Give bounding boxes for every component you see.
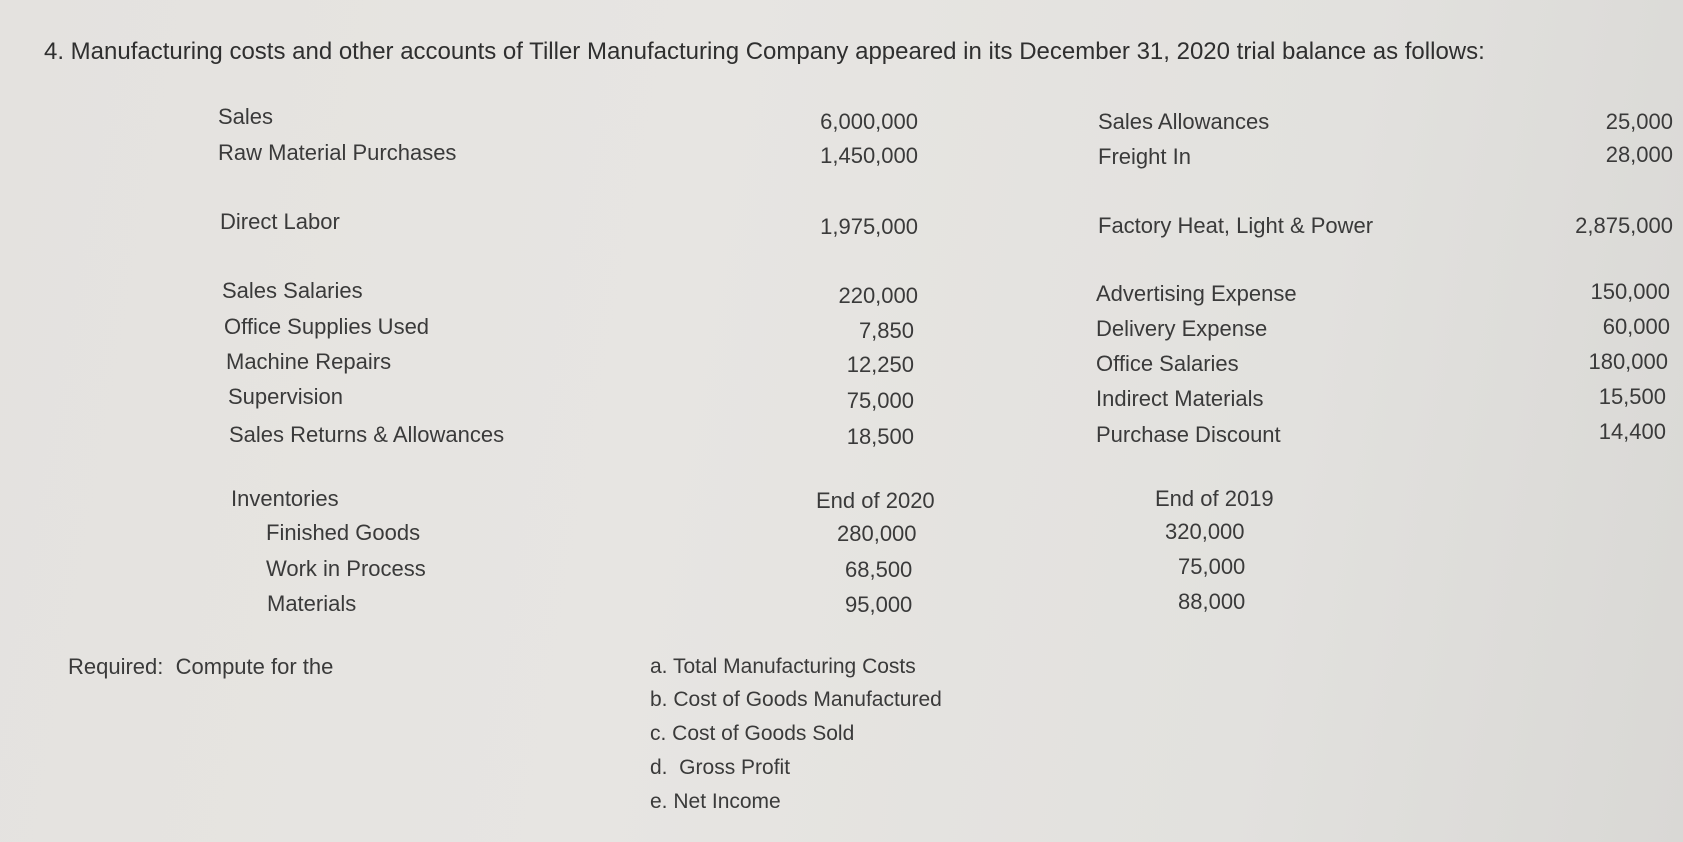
account-value: 1,975,000	[820, 214, 918, 239]
required-item: d. Gross Profit	[650, 756, 791, 779]
inventories-column-header: End of 2019	[1155, 486, 1274, 511]
account-label: Advertising Expense	[1096, 281, 1297, 306]
account-value: 18,500	[846, 424, 914, 449]
account-value: 7,850	[858, 318, 914, 343]
account-label: Supervision	[228, 384, 343, 409]
account-label: Sales Allowances	[1098, 109, 1270, 134]
account-value: 60,000	[1602, 314, 1670, 339]
account-value: 1,450,000	[820, 143, 918, 168]
required-item: c. Cost of Goods Sold	[650, 722, 855, 745]
account-value: 15,500	[1598, 384, 1666, 409]
account-label: Delivery Expense	[1096, 316, 1268, 341]
account-label: Purchase Discount	[1096, 422, 1281, 447]
required-item: b. Cost of Goods Manufactured	[650, 688, 942, 711]
inventory-value: 280,000	[837, 521, 917, 546]
inventory-value: 320,000	[1165, 519, 1245, 544]
account-label: Sales	[218, 104, 274, 129]
account-label: Raw Material Purchases	[218, 140, 457, 165]
account-value: 14,400	[1598, 419, 1666, 444]
account-value: 180,000	[1588, 349, 1668, 374]
account-value: 75,000	[846, 388, 914, 413]
account-label: Indirect Materials	[1096, 386, 1264, 411]
account-label: Office Salaries	[1096, 351, 1239, 376]
required-label: Required: Compute for the	[68, 654, 334, 679]
problem-heading: 4. Manufacturing costs and other accounts of Tiller Manufacturing Company appeared in its December 31, 2020 trial balance as follows:	[44, 38, 1485, 65]
inventories-column-header: End of 2020	[816, 488, 935, 513]
inventory-value: 75,000	[1178, 554, 1246, 579]
account-label: Factory Heat, Light & Power	[1098, 213, 1374, 238]
account-label: Sales Salaries	[222, 278, 363, 303]
required-item: e. Net Income	[650, 790, 781, 813]
account-value: 150,000	[1590, 279, 1670, 304]
required-item: a. Total Manufacturing Costs	[650, 655, 916, 678]
account-label: Office Supplies Used	[224, 314, 430, 339]
account-label: Direct Labor	[220, 209, 340, 234]
account-label: Machine Repairs	[226, 349, 392, 374]
account-value: 12,250	[846, 352, 914, 377]
account-value: 25,000	[1605, 109, 1673, 134]
inventories-title: Inventories	[231, 486, 339, 511]
inventory-label: Finished Goods	[266, 520, 421, 545]
account-value: 2,875,000	[1575, 213, 1673, 238]
inventory-value: 88,000	[1178, 589, 1246, 614]
account-value: 6,000,000	[820, 109, 918, 134]
inventory-label: Materials	[267, 591, 357, 616]
account-value: 28,000	[1605, 142, 1673, 167]
inventory-label: Work in Process	[266, 556, 426, 581]
inventory-value: 95,000	[845, 592, 913, 617]
account-value: 220,000	[838, 283, 918, 308]
inventory-value: 68,500	[845, 557, 913, 582]
account-label: Freight In	[1098, 144, 1191, 169]
account-label: Sales Returns & Allowances	[229, 422, 505, 447]
